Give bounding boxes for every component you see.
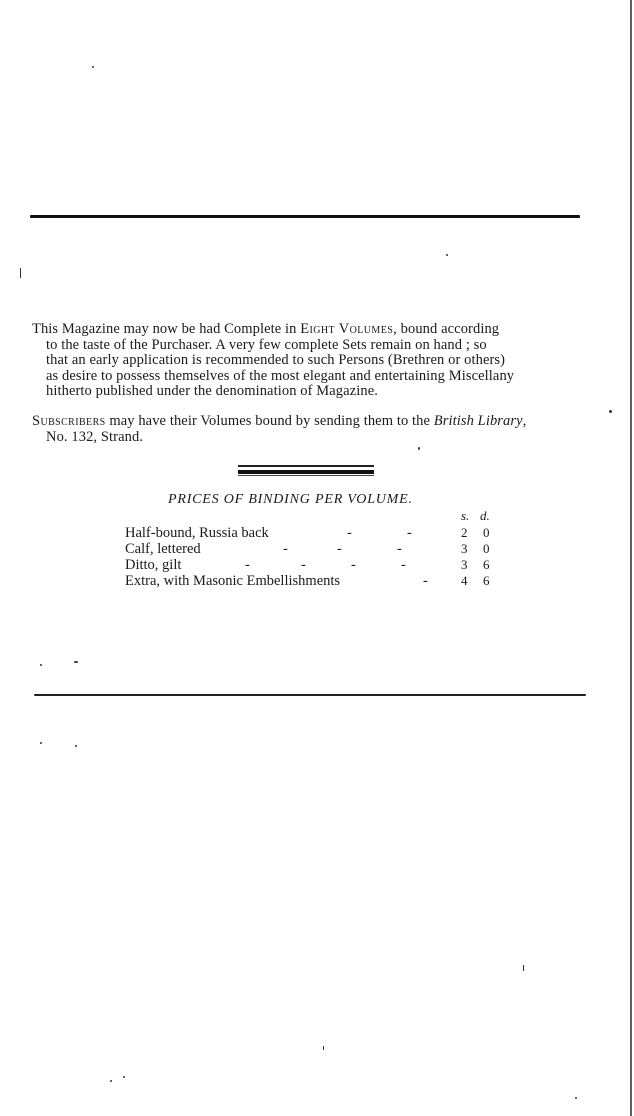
leader-dash: - xyxy=(423,573,428,589)
ornament-line-thin xyxy=(238,465,374,467)
price-label: Ditto, gilt xyxy=(125,557,182,573)
prices-title: PRICES OF BINDING PER VOLUME. xyxy=(168,492,413,507)
shillings-header: s. xyxy=(461,508,470,523)
leader-dash: - xyxy=(407,525,412,541)
scan-speck xyxy=(40,664,42,666)
price-label: Extra, with Masonic Embellishments xyxy=(125,573,341,589)
pence-header: d. xyxy=(480,508,490,523)
leader-dash: - xyxy=(337,541,342,557)
price-pence: 0 xyxy=(483,541,490,556)
leader-dash: - xyxy=(245,557,250,573)
scan-speck xyxy=(92,66,94,68)
leader-dash: - xyxy=(347,525,352,541)
price-pence: 6 xyxy=(483,557,490,572)
bottom-rule xyxy=(34,694,586,696)
price-row-ditto-gilt xyxy=(125,557,505,573)
para1-line-5: hitherto published under the denomination of Magazine. xyxy=(46,383,378,399)
leader-dash: - xyxy=(301,557,306,573)
scan-speck xyxy=(446,254,448,256)
price-row-calf xyxy=(125,541,505,557)
price-label: Half-bound, Russia back xyxy=(125,525,269,541)
price-row-half-bound xyxy=(125,525,505,541)
scan-speck xyxy=(40,742,42,744)
subscribers-paragraph xyxy=(32,414,588,445)
price-pence: 0 xyxy=(483,525,490,540)
para2-comma: , xyxy=(522,413,527,429)
price-shillings: 2 xyxy=(461,525,468,540)
scan-speck xyxy=(74,661,78,663)
para1-eight-volumes: Eight Volumes xyxy=(300,321,394,337)
ornament-line-thick xyxy=(238,470,374,474)
price-shillings: 4 xyxy=(461,573,468,588)
leader-dash: - xyxy=(283,541,288,557)
ornamental-rule xyxy=(238,465,374,477)
scan-speck xyxy=(110,1080,112,1082)
page-edge xyxy=(630,0,632,1116)
price-shillings: 3 xyxy=(461,541,468,556)
ornament-line-hair xyxy=(238,475,374,476)
british-library: British Library xyxy=(433,413,523,429)
scan-speck xyxy=(323,1046,324,1050)
leader-dash: - xyxy=(401,557,406,573)
scan-speck xyxy=(20,268,21,278)
para1-line-4: as desire to possess themselves of the most elegant and entertaining Miscellany xyxy=(46,367,515,384)
para2-text: may have their Volumes bound by sending them to the xyxy=(105,413,434,429)
price-pence: 6 xyxy=(483,573,490,588)
scan-speck xyxy=(575,1097,577,1099)
para1-text-a: This Magazine may now be had Complete in xyxy=(32,321,297,337)
scan-speck xyxy=(123,1076,125,1078)
scan-speck xyxy=(523,965,524,971)
top-rule xyxy=(30,215,580,218)
para2-line-1 xyxy=(32,414,588,430)
para1-text-b: , bound according xyxy=(393,321,500,337)
para1-line-3: that an early application is recommended to such Persons (Brethren or others) xyxy=(46,352,506,368)
leader-dash: - xyxy=(397,541,402,557)
scan-speck xyxy=(418,447,420,450)
price-label: Calf, lettered xyxy=(125,541,201,557)
para1-line-1 xyxy=(32,322,588,338)
para2-line-2: No. 132, Strand. xyxy=(46,428,144,445)
announcement-paragraph xyxy=(32,322,588,400)
scan-speck xyxy=(75,745,77,747)
subscribers-word: Subscribers xyxy=(32,413,106,429)
scan-speck xyxy=(609,410,612,413)
para1-line-2: to the taste of the Purchaser. A very few complete Sets remain on hand ; so xyxy=(46,336,487,353)
leader-dash: - xyxy=(351,557,356,573)
price-shillings: 3 xyxy=(461,557,468,572)
price-row-extra xyxy=(125,573,505,589)
